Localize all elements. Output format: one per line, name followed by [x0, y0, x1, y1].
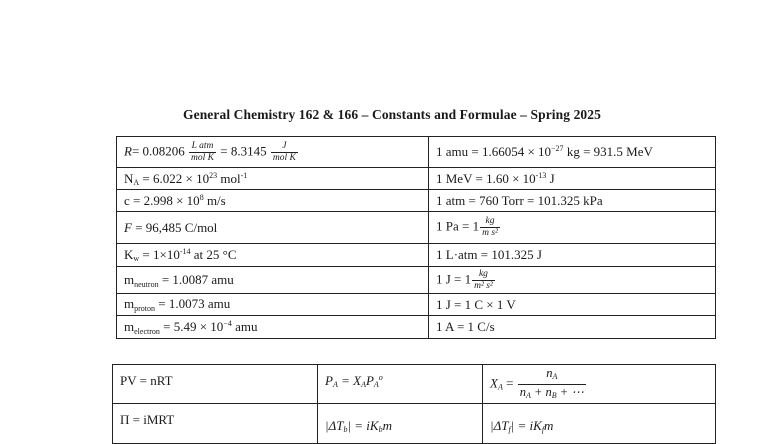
neutron-mass-cell: $m_{neutron} = 1.0087$ amu [117, 267, 429, 294]
table-row [117, 316, 716, 339]
atm-cell: 1 atm = 760 Torr = 101.325 kPa [429, 190, 716, 212]
joule-cell: 1 J = 1 $\frac{kg}{\text{m² s²}}$ [429, 267, 716, 294]
faraday-cell: F = 96,485 C/mol [117, 212, 429, 244]
table-row [113, 404, 716, 444]
electron-mass-cell: $m_{electron} = 5.49 \times 10^{-4}$ amu [117, 316, 429, 339]
gas-constant-cell [117, 137, 429, 168]
table-row [117, 267, 716, 294]
mole-fraction-cell: $X_A$ = $\frac{n_A}{n_A + n_B + \cdots}$ [483, 365, 716, 404]
table-row [117, 168, 716, 190]
mole-fraction-fraction: $\frac{n_A}{n_A + n_B + \cdots}$ [519, 366, 584, 400]
avogadro-cell: $N_A = 6.022 \times 10^{23}$ mol$^{-1}$ [117, 168, 429, 190]
r-unit-fraction-1: $\frac{\text{L atm}}{\text{mol K}}$ [191, 140, 215, 163]
raoult-cell: $P_A = X_AP_A^o$ [318, 365, 483, 404]
r-symbol: R [124, 142, 132, 158]
formulae-table [112, 364, 716, 444]
speed-of-light-cell: $c = 2.998 \times 10^8$ m/s [117, 190, 429, 212]
proton-mass-cell: $m_{proton} = 1.0073$ amu [117, 294, 429, 316]
l-atm-cell: 1 L·atm = 101.325 J [429, 244, 716, 267]
ampere-cell: 1 A = 1 C/s [429, 316, 716, 339]
osmotic-cell: Π = iMRT [113, 404, 318, 444]
table-row [117, 244, 716, 267]
r-value-2: = 8.3145 [220, 142, 267, 158]
kw-cell: $K_w = 1\times 10^{-14}$ at 25 °C [117, 244, 429, 267]
pascal-cell: 1 Pa = 1 $\frac{kg}{\text{m s²}}$ [429, 212, 716, 244]
page-title: General Chemistry 162 & 166 – Constants and Formulae – Spring 2025 [183, 107, 601, 122]
amu-cell: 1 amu = $1.66054 \times 10^{-27}$ kg = 931.5 MeV [429, 137, 716, 168]
table-row [117, 190, 716, 212]
joule-fraction: $\frac{kg}{\text{m² s²}}$ [474, 268, 493, 291]
ideal-gas-cell: PV = nRT [113, 365, 318, 404]
table-row [117, 212, 716, 244]
pascal-fraction: $\frac{kg}{\text{m s²}}$ [482, 216, 498, 238]
r-unit-fraction-2: $\frac{J}{\text{mol K}}$ [272, 140, 296, 163]
r-value-1: = 0.08206 [131, 142, 185, 158]
freezing-point-cell: $|\Delta T_f| = iK_fm$ [483, 404, 716, 444]
mev-cell: 1 MeV = $1.60 \times 10^{-13}$ J [429, 168, 716, 190]
table-row [117, 294, 716, 316]
table-row [113, 365, 716, 404]
table-row [117, 137, 716, 168]
joule-cv-cell: 1 J = 1 C × 1 V [429, 294, 716, 316]
boiling-point-cell: $|\Delta T_b| = iK_bm$ [318, 404, 483, 444]
constants-table [116, 136, 716, 339]
